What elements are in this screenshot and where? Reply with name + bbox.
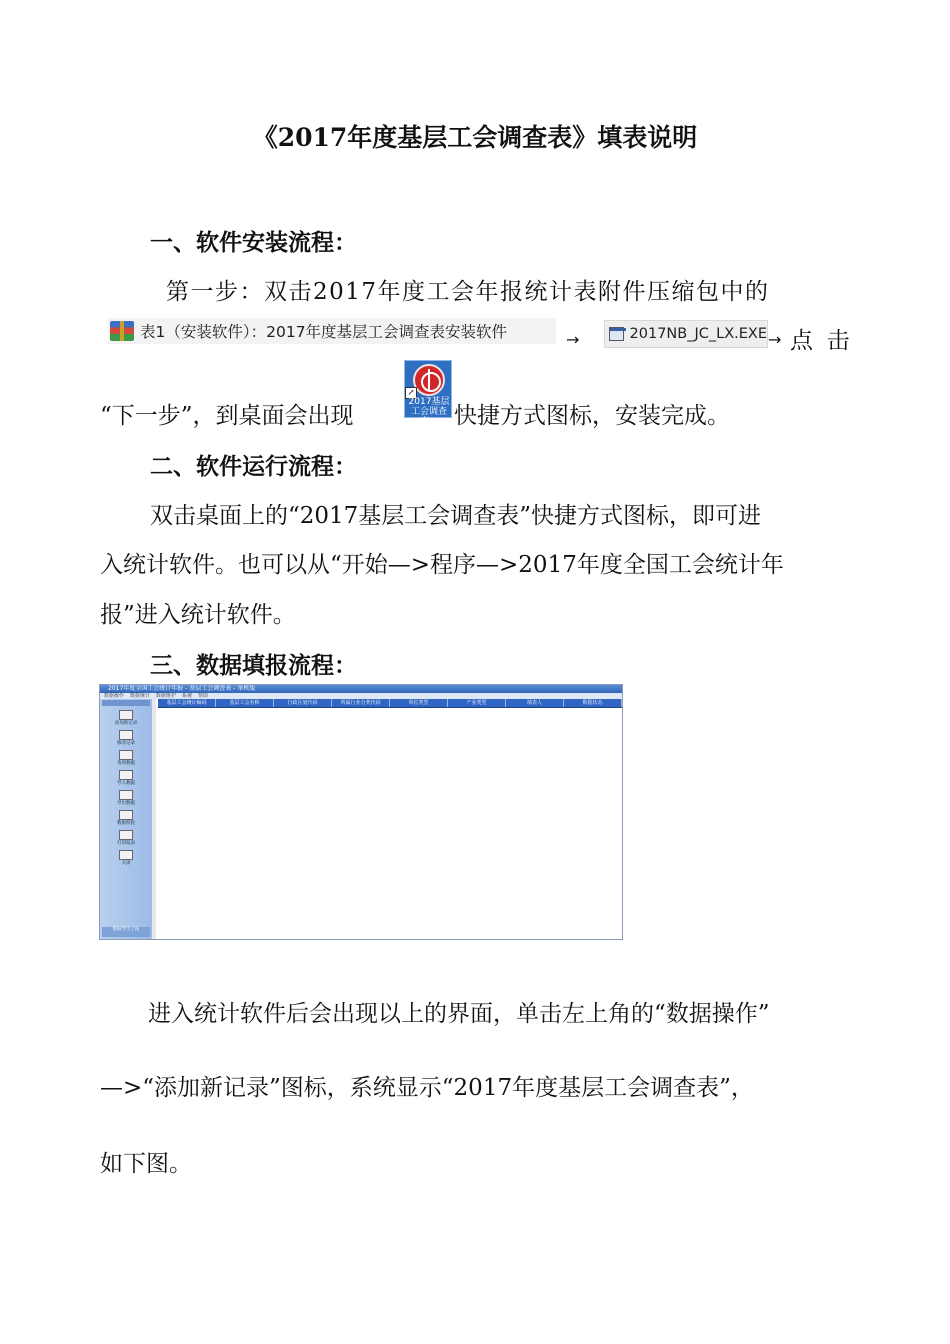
menu-item: 数据操作 (104, 693, 125, 699)
query-icon (119, 750, 133, 760)
edit-record-icon (119, 730, 133, 740)
rar-archive-icon (110, 321, 134, 341)
arrow-1: → (566, 330, 580, 349)
section1-step1-line: 第一步：双击2017年度工会年报统计表附件压缩包中的 (166, 279, 770, 305)
app-sidebar (100, 699, 153, 939)
close-icon (119, 850, 133, 860)
click-text: 点 击 (790, 328, 853, 354)
grid-column-header: 产业类型 (448, 699, 506, 707)
menu-item: 数据维护 (156, 693, 177, 699)
exe-file-icon (609, 327, 624, 341)
section1-heading: 一、软件安装流程： (150, 229, 357, 256)
import-icon (119, 770, 133, 780)
menu-item: 系统 (182, 693, 193, 699)
sidebar-item: 查询数据 (106, 750, 146, 766)
grid-column-header: 填表人 (506, 699, 564, 707)
grid-column-header: 基层工会名称 (216, 699, 274, 707)
installer-archive-item (108, 318, 556, 344)
union-logo-icon (413, 364, 445, 396)
section2-line1: 双击桌面上的“2017基层工会调查表”快捷方式图标，即可进 (150, 503, 762, 529)
grid-column-header: 数据状态 (564, 699, 622, 707)
export-icon (119, 790, 133, 800)
section3-para-line2: —>“添加新记录”图标，系统显示“2017年度基层工会调查表”， (100, 1075, 754, 1101)
sidebar-item: 导出数据 (106, 790, 146, 806)
sidebar-item: 关闭 (106, 850, 146, 866)
arrow-2: → (768, 330, 782, 349)
sidebar-item: 打印报表 (106, 830, 146, 846)
app-title-bar: 2017年度全国工会统计年报 - 基层工会调查表 - 单机版 (100, 685, 622, 693)
installer-exe-label: 2017NB_JC_LX.EXE (629, 326, 767, 342)
section1-line3-part2: 快捷方式图标，安装完成。 (454, 403, 730, 429)
sidebar-item: 数据校验 (106, 810, 146, 826)
shortcut-label: 2017基层工会调查表... (408, 397, 450, 427)
document-title: 《2017年度基层工会调查表》填表说明 (252, 123, 698, 152)
menu-item: 数据统计 (130, 693, 151, 699)
installer-archive-label: 表1（安装软件）：2017年度基层工会调查表安装软件 (140, 323, 508, 341)
desktop-shortcut-icon (404, 360, 452, 427)
check-icon (119, 810, 133, 820)
section3-para-line3: 如下图。 (100, 1151, 192, 1177)
installer-exe-item (604, 320, 768, 348)
section3-para-line1: 进入统计软件后会出现以上的界面，单击左上角的“数据操作” (148, 1001, 770, 1027)
section1-line3-part1: “下一步”，到桌面会出现 (100, 403, 354, 429)
grid-column-header: 基层工会统计编码 (158, 699, 216, 707)
section2-line3: 报”进入统计软件。 (100, 602, 296, 628)
software-screenshot (99, 684, 623, 940)
section2-heading: 二、软件运行流程： (150, 453, 357, 480)
app-scrollbar (152, 699, 156, 939)
grid-column-header: 单位类型 (390, 699, 448, 707)
section3-heading: 三、数据填报流程： (150, 652, 357, 679)
sidebar-header (102, 700, 150, 706)
print-icon (119, 830, 133, 840)
sidebar-item: 导入数据 (106, 770, 146, 786)
sidebar-item: 添加新记录 (106, 710, 146, 726)
sidebar-item: 修改记录 (106, 730, 146, 746)
section2-line2: 入统计软件。也可以从“开始—>程序—>2017年度全国工会统计年 (100, 552, 784, 578)
add-record-icon (119, 710, 133, 720)
grid-column-header: 行政区划代码 (274, 699, 332, 707)
menu-item: 帮助 (198, 693, 209, 699)
app-grid-header (158, 699, 622, 708)
grid-column-header: 所属行业分类代码 (332, 699, 390, 707)
shortcut-arrow-icon: ↗ (405, 387, 417, 399)
sidebar-footer: 数据导出上报 (102, 927, 150, 937)
